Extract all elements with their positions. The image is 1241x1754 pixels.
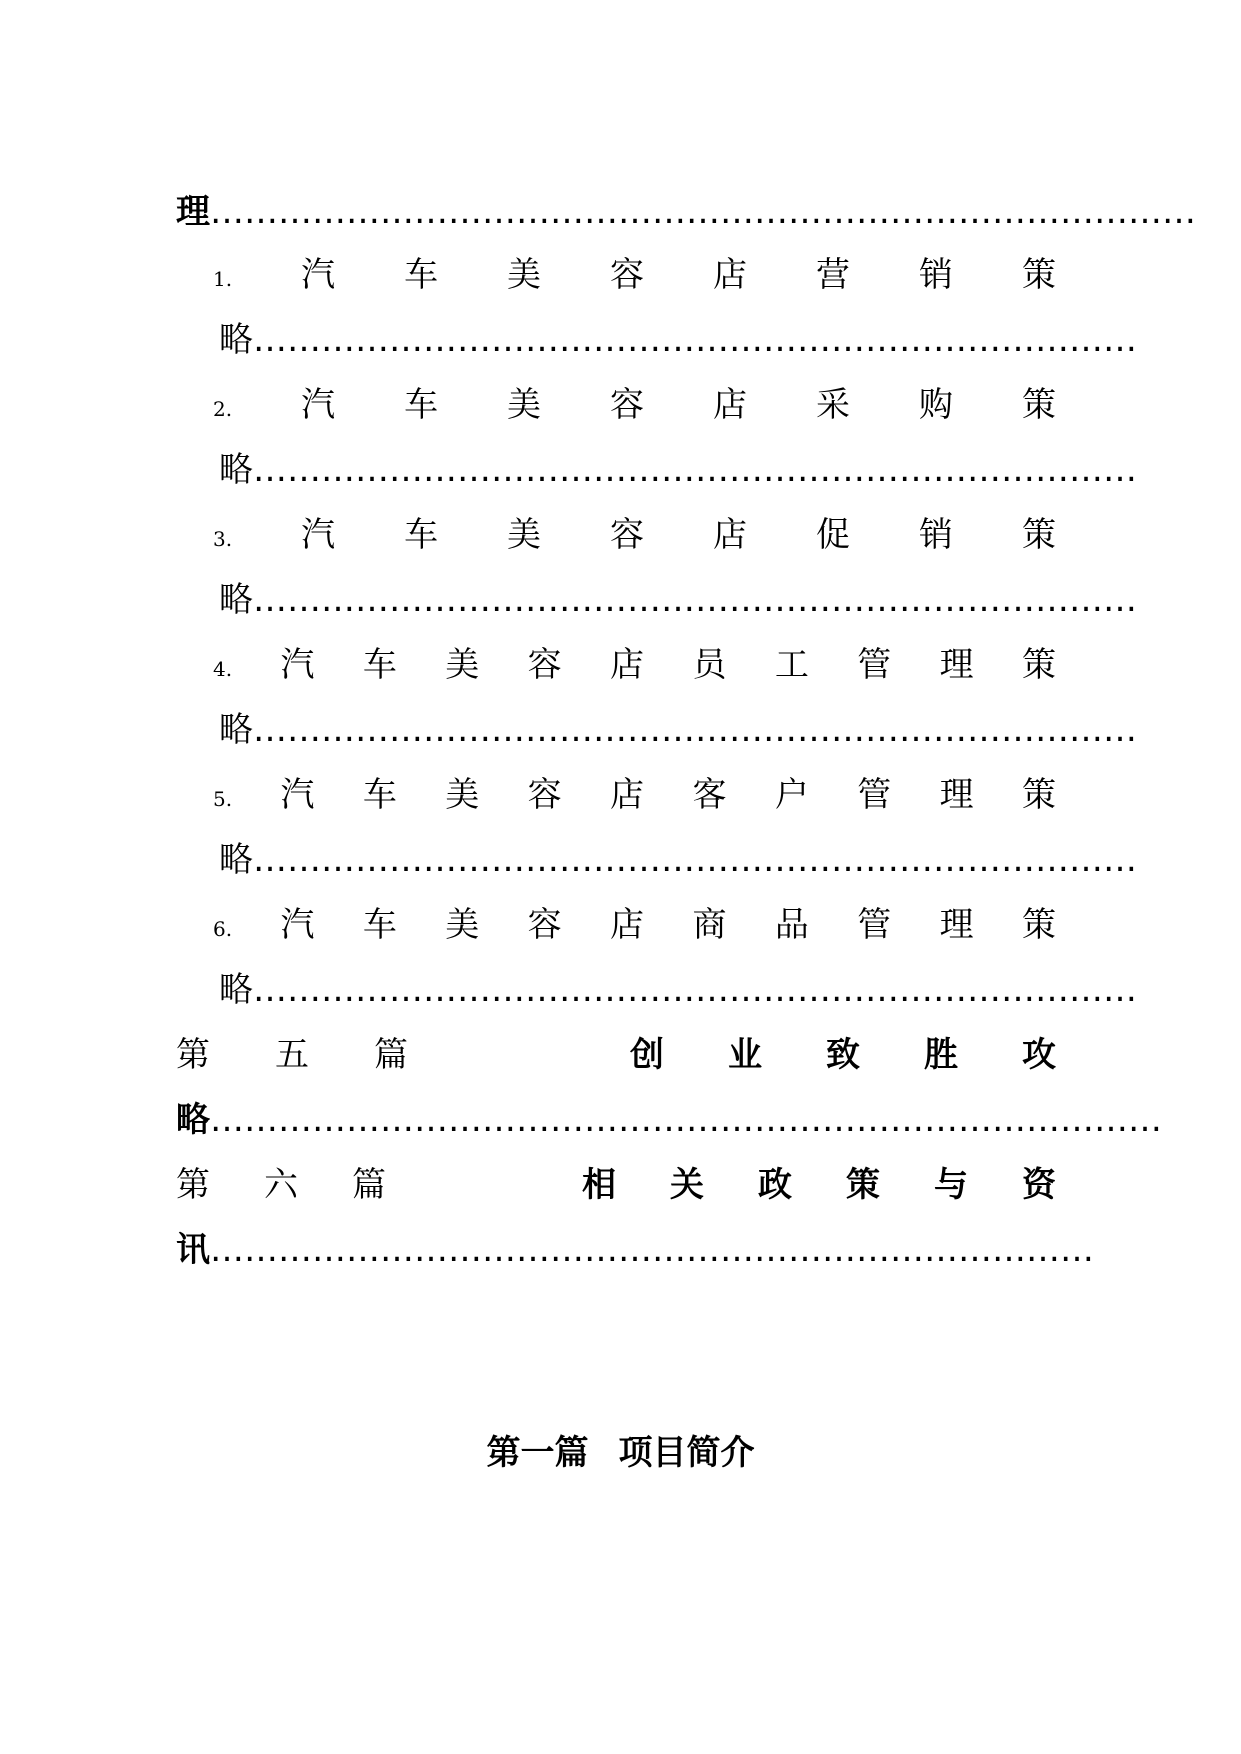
toc-lead-char: 略 xyxy=(176,1100,210,1140)
toc-item-char: 员 xyxy=(692,645,727,685)
toc-item-char: 理 xyxy=(939,905,974,945)
toc-item-char: 美 xyxy=(507,385,542,425)
toc-item-char: 销 xyxy=(918,255,953,295)
toc-item-6[interactable] xyxy=(213,900,1056,950)
toc-item-char: 策 xyxy=(1021,515,1056,555)
toc-part-5[interactable] xyxy=(176,1030,1056,1080)
toc-item-number: 5. xyxy=(213,787,233,811)
toc-title-char: 与 xyxy=(934,1165,968,1205)
toc-lead-char: 略 xyxy=(219,580,253,620)
toc-part-title xyxy=(582,1160,1056,1210)
toc-item-char: 容 xyxy=(610,255,645,295)
toc-item-char: 车 xyxy=(404,255,439,295)
toc-item-char: 店 xyxy=(610,905,645,945)
toc-title-char: 攻 xyxy=(1022,1035,1056,1075)
toc-item-char: 汽 xyxy=(301,255,336,295)
toc-item-5[interactable] xyxy=(213,770,1056,820)
toc-item-char: 策 xyxy=(1022,775,1056,815)
toc-item-char: 店 xyxy=(713,255,748,295)
toc-item-char: 店 xyxy=(610,775,645,815)
toc-title-char: 创 xyxy=(630,1035,664,1075)
toc-item-char: 品 xyxy=(774,905,809,945)
toc-item-char: 容 xyxy=(527,645,562,685)
toc-title-char: 相 xyxy=(582,1165,616,1205)
toc-title-char: 关 xyxy=(670,1165,704,1205)
toc-leader-dots: …………………………………………………………………………… xyxy=(210,192,1196,232)
toc-title-char: 策 xyxy=(846,1165,880,1205)
toc-continuation-line xyxy=(176,187,1196,237)
toc-item-5-continuation xyxy=(219,835,1137,885)
toc-leader-dots: …………………………………………………………………… xyxy=(253,840,1137,880)
toc-lead-char: 略 xyxy=(219,970,253,1010)
toc-item-number: 6. xyxy=(213,917,233,941)
toc-item-char: 工 xyxy=(774,645,809,685)
toc-item-char: 车 xyxy=(404,385,439,425)
toc-part-char: 第 xyxy=(176,1165,210,1205)
toc-item-number: 4. xyxy=(213,657,233,681)
toc-item-char: 汽 xyxy=(280,645,315,685)
toc-title-char: 业 xyxy=(728,1035,762,1075)
toc-item-number: 1. xyxy=(213,267,233,291)
toc-item-char: 容 xyxy=(527,775,562,815)
toc-item-number: 3. xyxy=(213,527,233,551)
toc-item-char: 美 xyxy=(445,645,480,685)
toc-item-char: 汽 xyxy=(301,515,336,555)
toc-item-char: 美 xyxy=(507,515,542,555)
toc-part-6[interactable] xyxy=(176,1160,1056,1210)
toc-item-1[interactable] xyxy=(213,250,1056,300)
toc-item-6-continuation xyxy=(219,965,1137,1015)
toc-part-char: 六 xyxy=(264,1165,298,1205)
toc-item-char: 采 xyxy=(816,385,850,425)
toc-leader-dots: …………………………………………………………………… xyxy=(210,1230,1094,1270)
toc-item-char: 汽 xyxy=(301,385,336,425)
toc-item-char: 车 xyxy=(404,515,439,555)
toc-lead-char: 略 xyxy=(219,710,253,750)
toc-part-prefix xyxy=(176,1160,386,1210)
heading-title: 项目简介 xyxy=(618,1433,755,1473)
toc-leader-dots: ………………………………………………………………………… xyxy=(210,1100,1162,1140)
toc-lead-char: 略 xyxy=(219,320,253,360)
toc-item-char: 车 xyxy=(362,775,397,815)
toc-part-char: 篇 xyxy=(374,1035,408,1075)
section-heading xyxy=(0,1428,1241,1478)
toc-item-2-continuation xyxy=(219,445,1137,495)
toc-item-char: 容 xyxy=(527,905,562,945)
toc-part-char: 第 xyxy=(176,1035,210,1075)
toc-lead-char: 略 xyxy=(219,840,253,880)
toc-title-char: 资 xyxy=(1022,1165,1056,1205)
toc-item-char: 容 xyxy=(610,385,645,425)
toc-item-char: 车 xyxy=(362,645,397,685)
toc-leader-dots: …………………………………………………………………… xyxy=(253,970,1137,1010)
toc-item-char: 策 xyxy=(1022,905,1056,945)
toc-item-char: 策 xyxy=(1021,255,1056,295)
toc-item-char: 户 xyxy=(774,775,809,815)
toc-leader-dots: …………………………………………………………………… xyxy=(253,710,1137,750)
toc-lead-char: 讯 xyxy=(176,1230,210,1270)
toc-item-char: 容 xyxy=(610,515,645,555)
toc-title-char: 致 xyxy=(826,1035,860,1075)
toc-item-1-continuation xyxy=(219,315,1137,365)
toc-item-char: 策 xyxy=(1021,385,1056,425)
toc-part-prefix xyxy=(176,1030,408,1080)
toc-item-char: 营 xyxy=(816,255,850,295)
toc-item-4-continuation xyxy=(219,705,1137,755)
toc-part-title xyxy=(630,1030,1056,1080)
toc-item-char: 美 xyxy=(445,775,480,815)
toc-item-3[interactable] xyxy=(213,510,1056,560)
toc-leader-dots: …………………………………………………………………… xyxy=(253,450,1137,490)
toc-item-3-continuation xyxy=(219,575,1137,625)
toc-item-char: 促 xyxy=(816,515,850,555)
toc-item-char: 店 xyxy=(610,645,645,685)
toc-part-char: 篇 xyxy=(352,1165,386,1205)
toc-leader-dots: …………………………………………………………………… xyxy=(253,320,1137,360)
toc-item-char: 汽 xyxy=(280,905,315,945)
toc-item-char: 理 xyxy=(939,775,974,815)
toc-lead-char: 略 xyxy=(219,450,253,490)
toc-item-4[interactable] xyxy=(213,640,1056,690)
toc-item-char: 车 xyxy=(362,905,397,945)
toc-item-char: 汽 xyxy=(280,775,315,815)
toc-title-char: 胜 xyxy=(924,1035,958,1075)
toc-part-5-continuation xyxy=(176,1095,1162,1145)
toc-item-char: 管 xyxy=(857,645,892,685)
toc-item-char: 美 xyxy=(507,255,542,295)
toc-item-char: 管 xyxy=(857,775,892,815)
toc-item-char: 管 xyxy=(857,905,892,945)
toc-item-char: 理 xyxy=(939,645,974,685)
toc-lead-char: 理 xyxy=(176,192,210,232)
toc-item-char: 商 xyxy=(692,905,727,945)
toc-title-char: 政 xyxy=(758,1165,792,1205)
toc-item-char: 美 xyxy=(445,905,480,945)
toc-part-6-continuation xyxy=(176,1225,1094,1275)
toc-item-char: 销 xyxy=(918,515,953,555)
toc-item-char: 客 xyxy=(692,775,727,815)
toc-item-char: 购 xyxy=(918,385,953,425)
toc-item-char: 店 xyxy=(713,515,748,555)
toc-item-char: 店 xyxy=(713,385,748,425)
toc-leader-dots: …………………………………………………………………… xyxy=(253,580,1137,620)
toc-item-number: 2. xyxy=(213,397,233,421)
toc-item-char: 策 xyxy=(1022,645,1056,685)
toc-item-2[interactable] xyxy=(213,380,1056,430)
toc-part-char: 五 xyxy=(275,1035,309,1075)
heading-part: 第一篇 xyxy=(486,1433,589,1473)
